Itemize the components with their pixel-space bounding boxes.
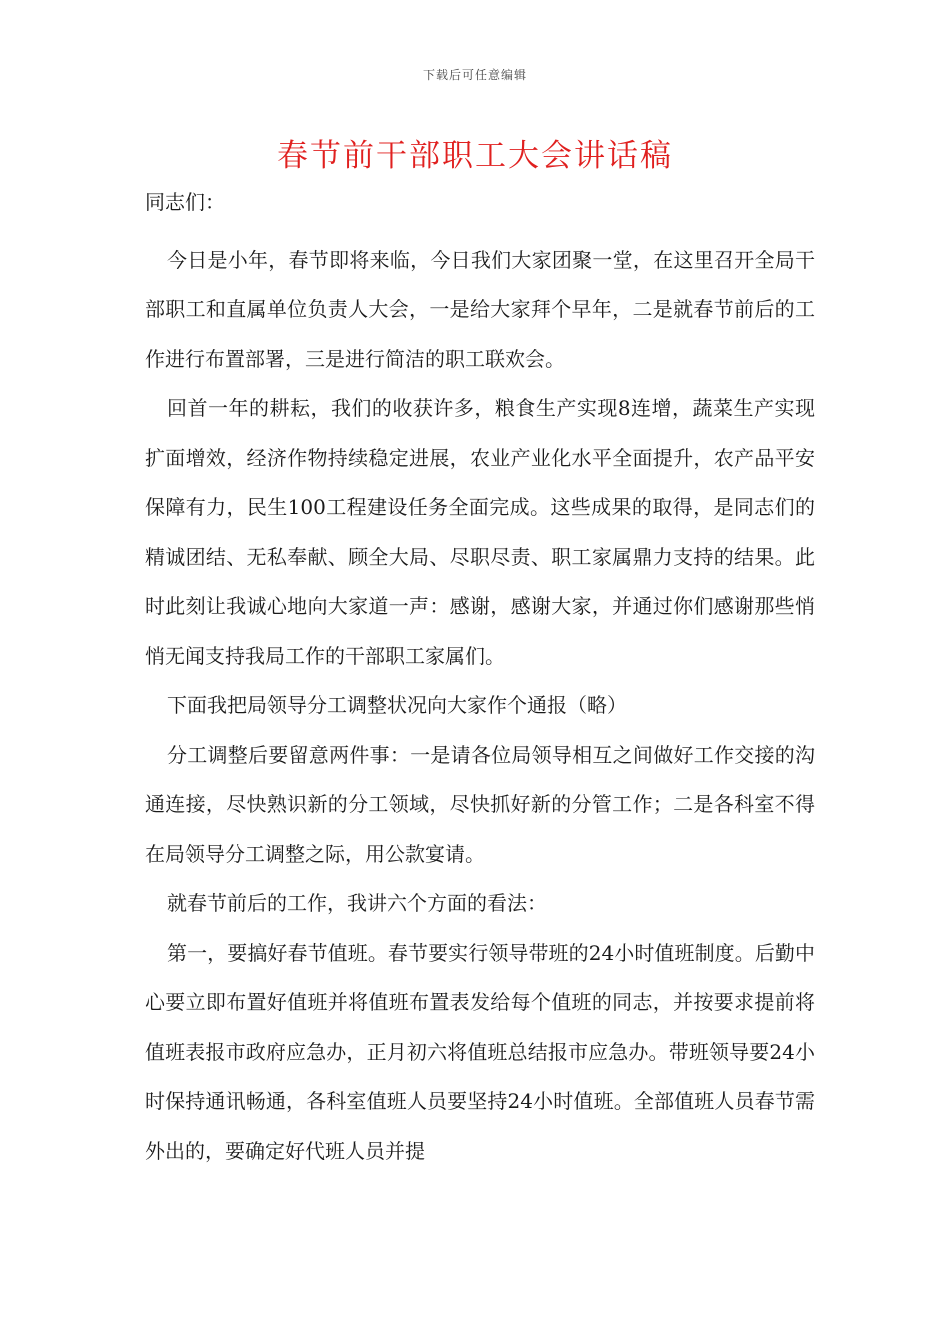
- paragraph-opening: 今日是小年，春节即将来临，今日我们大家团聚一堂，在这里召开全局干部职工和直属单位负责人大会，一是给大家拜个早年，二是就春节前后的工作进行布置部署，三是进行简洁的职工联欢会。: [145, 247, 815, 371]
- header-note: 下载后可任意编辑: [422, 68, 527, 82]
- document-body: [145, 178, 815, 1176]
- paragraph-announcement: 下面我把局领导分工调整状况向大家作个通报（略）: [167, 693, 627, 717]
- paragraph-first-point: 第一，要搞好春节值班。春节要实行领导带班的24小时值班制度。后勤中心要立即布置好值班并将值班布置表发给每个值班的同志，并按要求提前将值班表报市政府应急办，正月初六将值班总结报市应急办。带班领导要24小时保持通讯畅通，各科室值班人员要坚持24小时值班。全部值班人员春节需外出的，要确定好代班人员并提: [145, 940, 815, 1163]
- document-title: 春节前干部职工大会讲话稿: [277, 138, 673, 174]
- paragraph-division-notes: 分工调整后要留意两件事：一是请各位局领导相互之间做好工作交接的沟通连接，尽快熟识新的分工领域，尽快抓好新的分管工作；二是各科室不得在局领导分工调整之际，用公款宴请。: [145, 742, 815, 866]
- paragraph-six-aspects: 就春节前后的工作，我讲六个方面的看法：: [167, 891, 547, 915]
- paragraph-review: 回首一年的耕耘，我们的收获许多，粮食生产实现8连增，蔬菜生产实现扩面增效，经济作物持续稳定进展，农业产业化水平全面提升，农产品平安保障有力，民生100工程建设任务全面完成。这些成果的取得，是同志们的精诚团结、无私奉献、顾全大局、尽职尽责、职工家属鼎力支持的结果。此时此刻让我诚心地向大家道一声：感谢，感谢大家，并通过你们感谢那些悄悄无闻支持我局工作的干部职工家属们。: [145, 396, 815, 668]
- greeting: 同志们：: [145, 190, 225, 214]
